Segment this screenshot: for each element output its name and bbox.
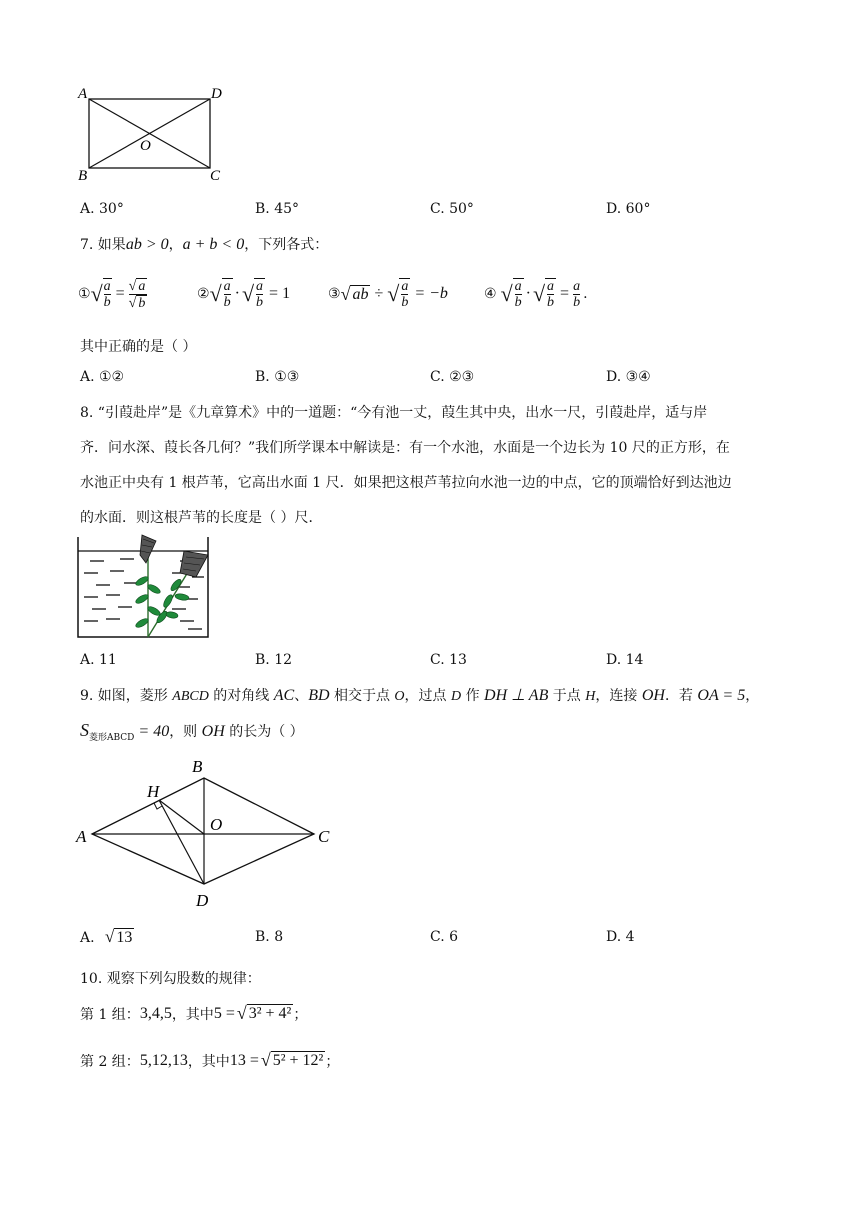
- rhombus-label-d: D: [196, 891, 209, 910]
- label-a: A: [78, 86, 88, 102]
- q7-option-c[interactable]: C. ②③: [430, 369, 475, 385]
- q6-option-c[interactable]: C. 50°: [430, 201, 474, 217]
- pond-reed-figure: [76, 533, 212, 641]
- q8-line-3: 水池正中央有 1 根芦苇，它高出水面 1 尺．如果把这根芦苇拉向水池一边的中点，它的顶端恰好到达池边: [80, 475, 732, 491]
- q8-line-1: 8. “引葭赴岸”是《九章算术》中的一道题：“今有池一丈，葭生其中央，出水一尺，引葭赴岸，适与岸: [80, 405, 708, 421]
- q6-option-b[interactable]: B. 45°: [255, 201, 300, 217]
- rhombus-label-h: H: [147, 782, 160, 801]
- q7-formula-1: ① √ $\frac{a}{b}$ = $\frac{√ a}{√ b}$: [78, 278, 146, 311]
- q10-stem: 10. 观察下列勾股数的规律：: [80, 971, 261, 987]
- q10-group-1: 第 1 组： 3,4,5 ，其中 5 = √ 3² + 4² ；: [80, 1003, 308, 1023]
- q7-formula-3: ③ √ ab ÷ √ $\frac{a}{b}$ = −b: [328, 279, 448, 310]
- rhombus-label-c: C: [318, 827, 330, 846]
- q9-option-c[interactable]: C. 6: [430, 929, 459, 945]
- rhombus-label-a: A: [76, 827, 87, 846]
- q7-ask: 其中正确的是（ ）: [80, 339, 197, 355]
- label-o: O: [140, 138, 151, 154]
- q7-option-a[interactable]: A. ①②: [80, 369, 125, 385]
- q9-option-d[interactable]: D. 4: [606, 929, 635, 945]
- q8-line-2: 齐．问水深、葭长各几何？”我们所学课本中解读是：有一个水池，水面是一个边长为 10 尺的正方形，在: [80, 440, 730, 456]
- label-d: D: [211, 86, 222, 102]
- q7-formula-2: ② √ $\frac{a}{b}$ · √ $\frac{a}{b}$ = 1: [197, 279, 291, 310]
- rhombus-figure: [72, 752, 342, 912]
- q7-option-b[interactable]: B. ①③: [255, 369, 300, 385]
- q8-option-b[interactable]: B. 12: [255, 652, 293, 668]
- rhombus-label-o: O: [210, 815, 223, 834]
- q7-cond1: ab > 0: [125, 236, 169, 253]
- q8-line-4: 的水面．则这根芦苇的长度是（ ）尺．: [80, 510, 323, 526]
- q7-formula-4: ④ √ $\frac{a}{b}$ · √ $\frac{a}{b}$ = $\frac{a}{b}$ .: [484, 278, 588, 310]
- rhombus-label-b: B: [192, 757, 203, 776]
- q9-option-a[interactable]: A. √ 13: [80, 927, 133, 946]
- q8-option-d[interactable]: D. 14: [606, 652, 644, 668]
- q9-option-b[interactable]: B. 8: [255, 929, 284, 945]
- q7-cond2: a + b < 0: [182, 236, 245, 253]
- label-c: C: [210, 168, 221, 184]
- q6-option-a[interactable]: A. 30°: [80, 201, 124, 217]
- rectangle-figure: [72, 82, 232, 186]
- q9-line-1: 9. 如图，菱形 ABCD 的对角线 AC、BD 相交于点 O，过点 D 作 DH ⊥ AB 于点 H，连接 OH．若 OA = 5，: [80, 687, 760, 704]
- q8-option-a[interactable]: A. 11: [80, 652, 117, 668]
- q7-stem: 7. 如果ab > 0，a + b < 0，下列各式：: [80, 236, 329, 253]
- q9-line-2: $S_{菱形ABCD} = 40$，则 OH 的长为（ ）: [80, 720, 304, 743]
- label-b: B: [78, 168, 88, 184]
- q8-option-c[interactable]: C. 13: [430, 652, 467, 668]
- q6-option-d[interactable]: D. 60°: [606, 201, 651, 217]
- q10-group-2: 第 2 组： 5,12,13 ，其中 13 = √ 5² + 12² ；: [80, 1050, 340, 1070]
- q7-option-d[interactable]: D. ③④: [606, 369, 651, 385]
